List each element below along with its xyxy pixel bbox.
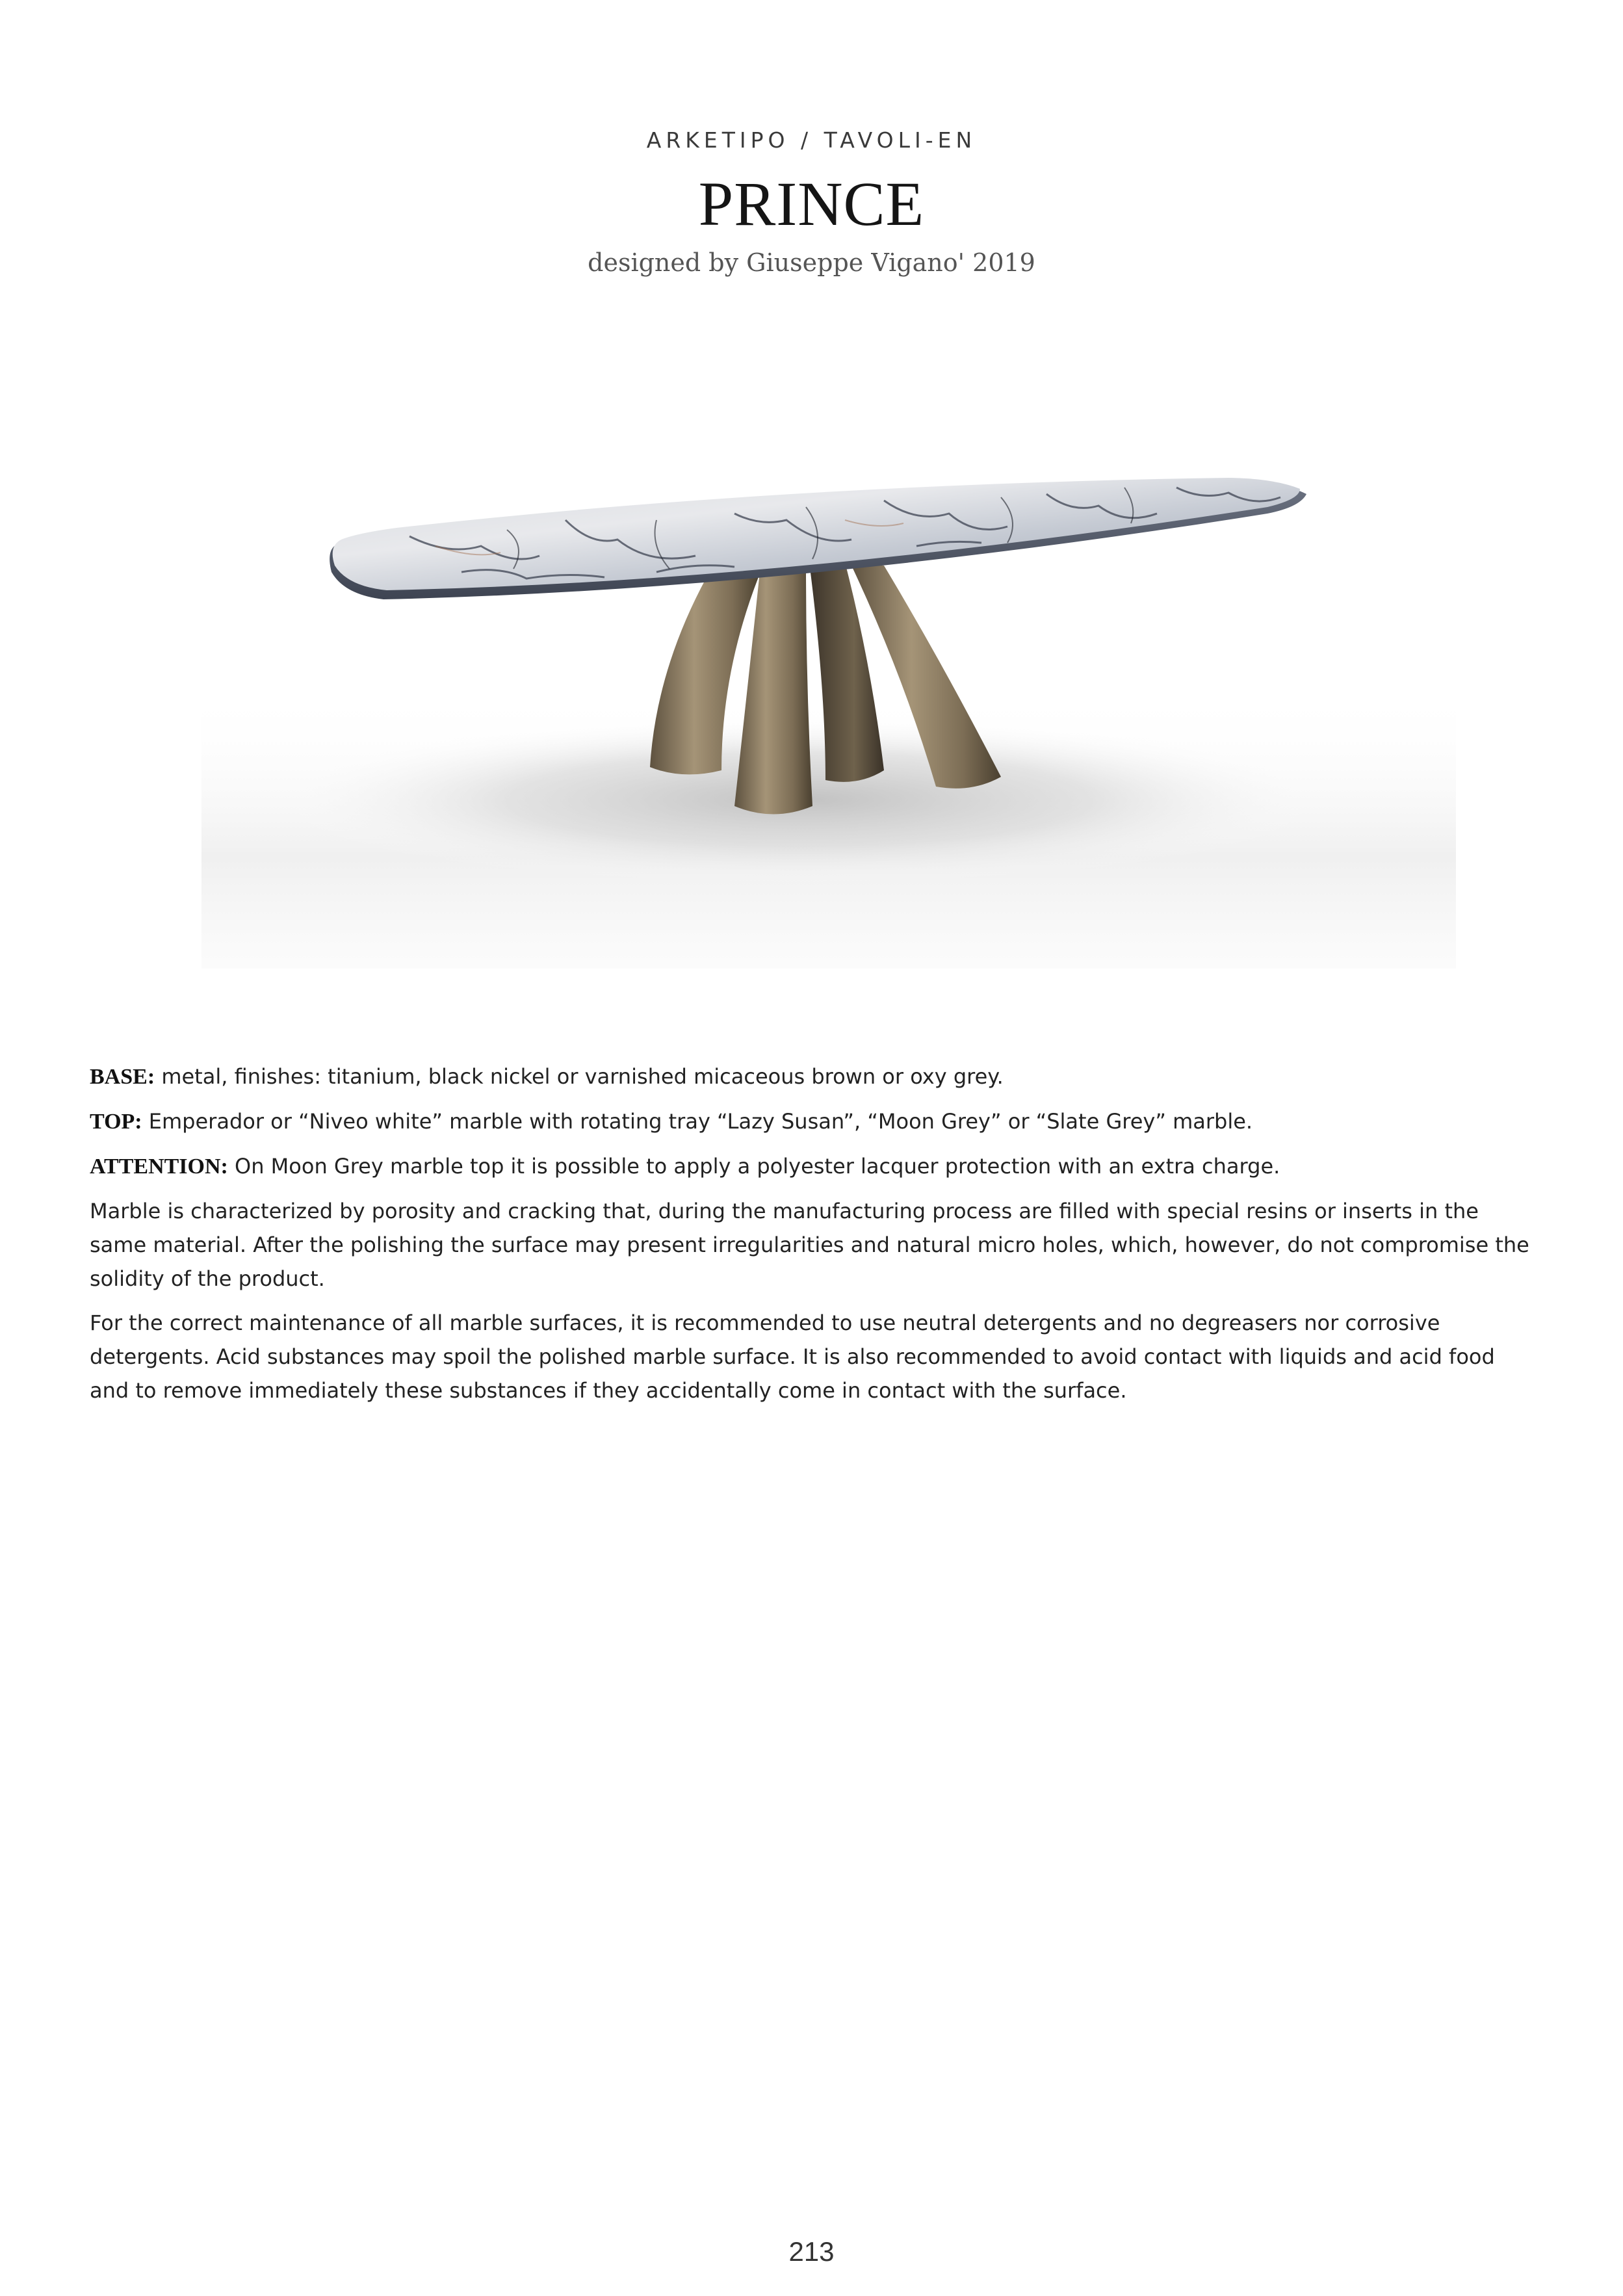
designer-credit: designed by Giuseppe Vigano' 2019 <box>588 248 1035 277</box>
spec-text-base: metal, finishes: titanium, black nickel or varnished micaceous brown or oxy grey. <box>161 1064 1004 1089</box>
spec-text-top: Emperador or “Niveo white” marble with rotating tray “Lazy Susan”, “Moon Grey” or “Slate Grey” marble. <box>148 1109 1253 1134</box>
paragraph-marble-characteristics: Marble is characterized by porosity and cracking that, during the manufacturing process are filled with special resins or inserts in the same material. After the polishing the surface may present irregularities and natural micro holes, which, however, do not compromise the solidity of the product. <box>90 1199 1529 1291</box>
spec-base <box>90 1060 1536 1094</box>
spec-label-top: TOP: <box>90 1110 142 1134</box>
spec-text-attention: On Moon Grey marble top it is possible to apply a polyester lacquer protection with an extra charge. <box>235 1154 1280 1179</box>
page-title: PRINCE <box>698 169 925 239</box>
spec-attention <box>90 1149 1536 1184</box>
product-image-table <box>201 416 1456 969</box>
paragraph-maintenance: For the correct maintenance of all marble surfaces, it is recommended to use neutral detergents and no degreasers nor corrosive detergents. Acid substances may spoil the polished marble surface. It is also recommended to avoid contact with liquids and acid food and to remove immediately these substances if they accidentally come in contact with the surface. <box>90 1311 1495 1403</box>
spec-top <box>90 1104 1536 1139</box>
breadcrumb: ARKETIPO / TAVOLI-EN <box>646 127 977 153</box>
page-number: 213 <box>788 2236 835 2267</box>
spec-label-base: BASE: <box>90 1065 155 1089</box>
product-description <box>90 1060 1536 1418</box>
spec-label-attention: ATTENTION: <box>90 1155 228 1179</box>
